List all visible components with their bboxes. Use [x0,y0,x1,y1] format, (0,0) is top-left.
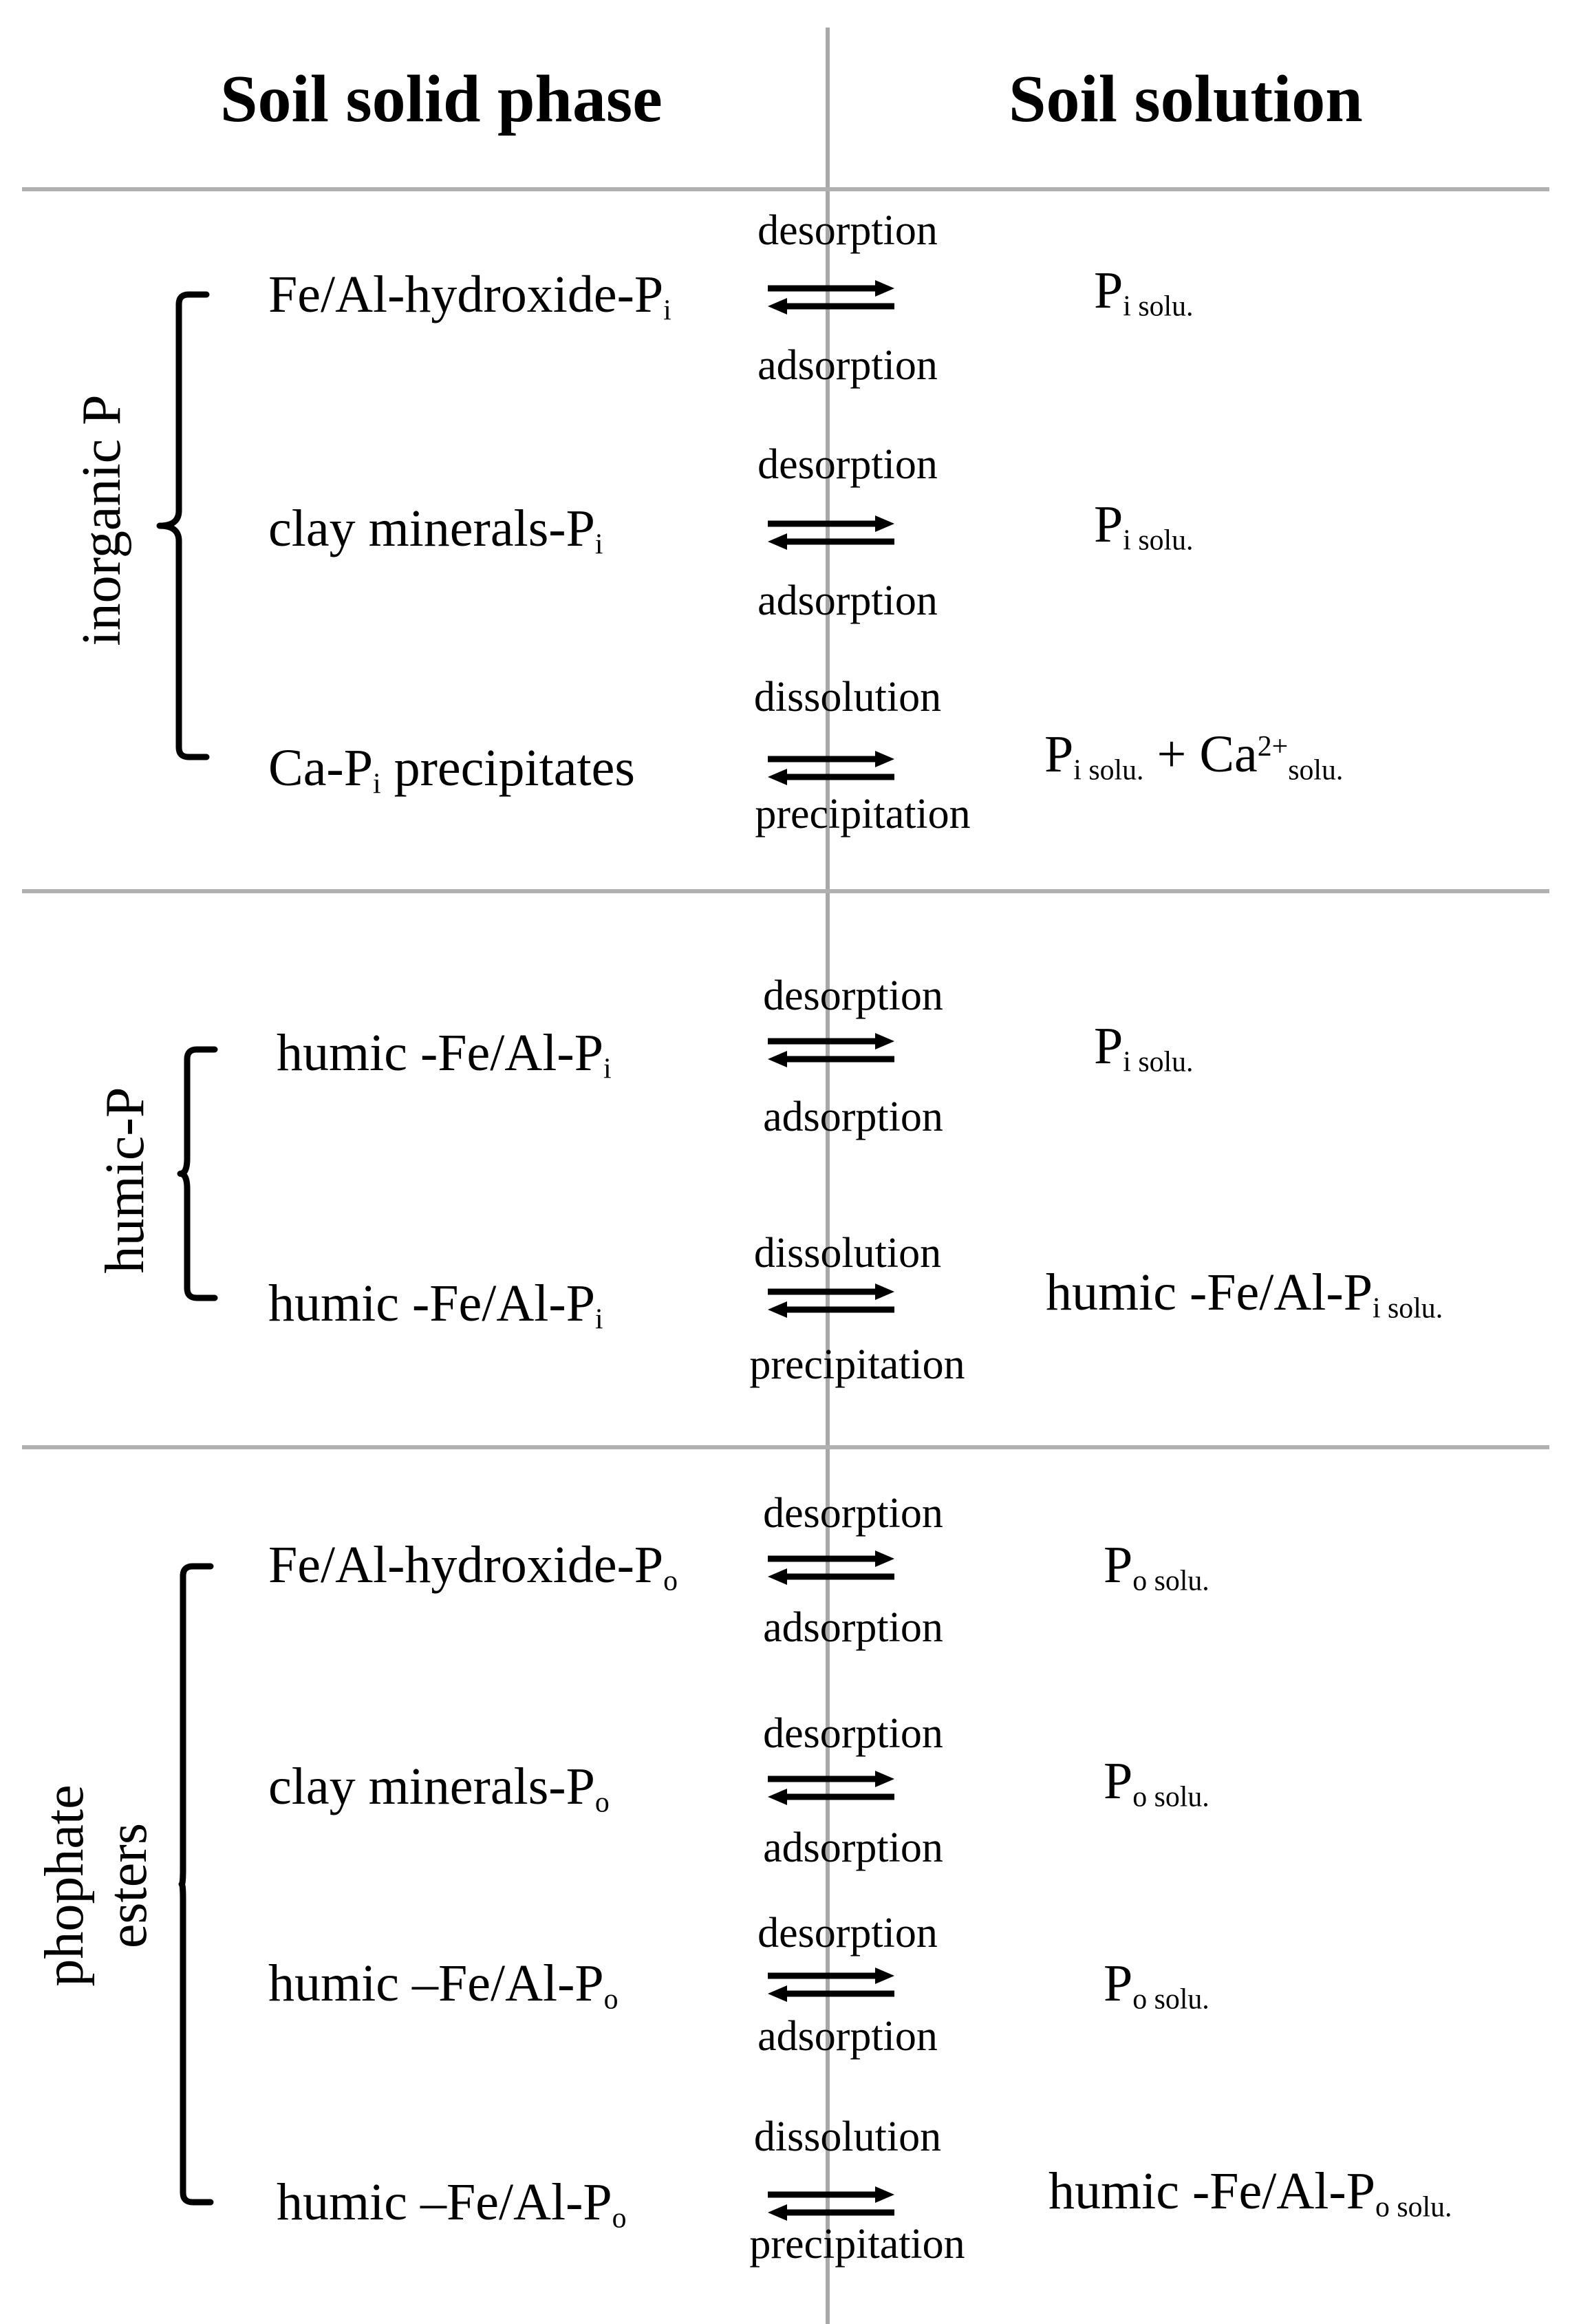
solution-item: humic $-Fe/Al-P_{i solu.}$ [1046,1264,1443,1325]
equilibrium-arrows [768,1283,894,1318]
group-label-phophate-esters [33,1784,160,1986]
solid-phase-item: $Fe/Al-hydroxide-P_o$ [268,1536,678,1597]
forward-label: desorption [757,441,938,488]
solid-phase-item: humic $-Fe/Al-P_i$ [277,1024,612,1085]
forward-label: desorption [763,1710,943,1757]
equilibrium-arrows [768,1968,894,2002]
equilibrium-arrows [768,280,894,315]
solution-item: $P_{i solu.}$ [1094,262,1194,323]
header-soil-solution: Soil solution [1009,62,1363,136]
group-brace [160,295,206,757]
solid-phase-item: humic $-Fe/Al-P_o$ [277,2173,627,2235]
equilibrium-arrows [768,751,894,785]
group-label-humic-p: humic-P [95,1087,155,1274]
solid-phase-item: clay minerals-$P_o$ [268,1758,610,1819]
group-label-line: esters [98,1822,158,1949]
equilibrium-arrows [768,1550,894,1585]
group-brace [180,1049,215,1298]
reverse-label: adsorption [757,2013,938,2060]
forward-label: desorption [757,1910,938,1957]
solid-phase-item: clay minerals-$P_i$ [268,500,603,561]
forward-label: dissolution [753,674,942,721]
solution-item: $P_{i solu.}$ [1094,1017,1194,1078]
solid-phase-item: humic $-Fe/Al-P_i$ [268,1275,603,1336]
solution-item: $P_{o solu.}$ [1104,1536,1209,1597]
reverse-label: precipitation [755,791,971,838]
solution-item: $P_{i solu.} + Ca^{2+}_{solu.}$ [1044,725,1344,787]
reverse-label: adsorption [757,577,938,624]
forward-label: desorption [757,207,938,254]
reverse-label: adsorption [763,1604,943,1651]
reverse-label: adsorption [757,342,938,389]
solid-phase-item: $Ca-P_i$ precipitates [268,739,635,800]
equilibrium-arrows [768,2186,894,2221]
forward-label: dissolution [753,1230,942,1277]
reverse-label: adsorption [763,1824,943,1871]
equilibrium-arrows [768,1033,894,1067]
header-soil-solid-phase: Soil solid phase [220,62,663,136]
forward-label: dissolution [753,2113,942,2160]
equilibrium-arrows [768,1771,894,1805]
forward-label: desorption [763,1490,943,1537]
solid-phase-item: humic $-Fe/Al-P_o$ [268,1954,619,2016]
group-label-inorganic-p: inorganic P [72,394,132,646]
forward-label: desorption [763,972,943,1019]
reverse-label: adsorption [763,1094,943,1140]
equilibrium-arrows [768,515,894,550]
reverse-label: precipitation [749,2221,965,2268]
solution-item: humic $-Fe/Al-P_{o solu.}$ [1049,2162,1452,2224]
solution-item: $P_{o solu.}$ [1104,1752,1209,1813]
solution-item: $P_{i solu.}$ [1094,495,1194,557]
reverse-label: precipitation [749,1341,965,1388]
solid-phase-item: $Fe/Al-hydroxide-P_i$ [268,266,671,327]
group-brace [182,1566,211,2202]
group-label-line: phophate [34,1784,95,1987]
solution-item: $P_{o solu.}$ [1104,1954,1209,2016]
